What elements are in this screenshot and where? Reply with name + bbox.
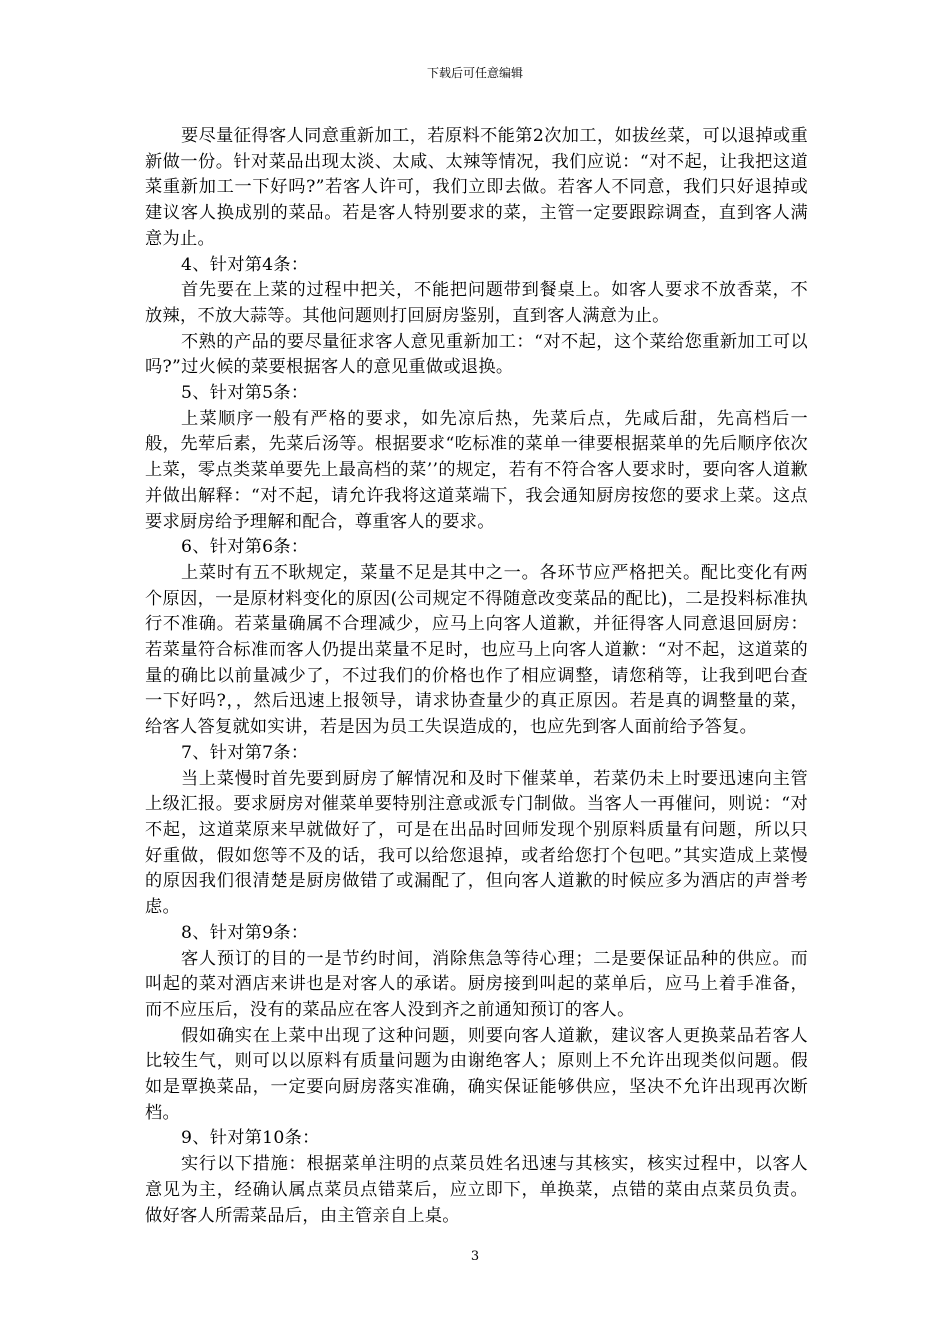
body-paragraph: 假如确实在上菜中出现了这种问题，则要向客人道歉，建议客人更换菜品若客人比较生气，则可以以原料有质量问题为由谢绝客人；原则上不允许出现类似问题。假如是覃换菜品，一定要向厨房落实准确，确实保证能够供应，坚决不允许出现再次断档。 bbox=[145, 1025, 808, 1123]
document-body bbox=[145, 124, 808, 1229]
page-number: 3 bbox=[470, 1249, 480, 1264]
body-paragraph: 客人预订的目的一是节约时间，消除焦急等待心理；二是要保证品种的供应。而叫起的菜对酒店来讲也是对客人的承诺。厨房接到叫起的菜单后，应马上着手准备，而不应压后，没有的菜品应在客人没到齐之前通知预订的客人。 bbox=[145, 948, 808, 1020]
section-heading: 6、针对第6条： bbox=[181, 537, 309, 558]
body-paragraph: 不熟的产品的要尽量征求客人意见重新加工：“对不起，这个菜给您重新加工可以吗?”过火候的菜要根据客人的意见重做或退换。 bbox=[145, 331, 808, 378]
body-paragraph: 当上菜慢时首先要到厨房了解情况和及时下催菜单，若菜仍未上时要迅速向主管上级汇报。要求厨房对催菜单要特别注意或派专门制做。当客人一再催问，则说：“对不起，这道菜原来早就做好了，可是在出品时回师发现个别原料质量有问题，所以只好重做，假如您等不及的话，我可以给您退掉，或者给您打个包吧。”其实造成上菜慢的原因我们很清楚是厨房做错了或漏配了，但向客人道歉的时候应多为酒店的声誉考虑。 bbox=[145, 768, 808, 918]
section-heading: 7、针对第7条： bbox=[181, 742, 309, 763]
body-paragraph: 要尽量征得客人同意重新加工，若原料不能第2次加工，如拔丝菜，可以退掉或重新做一份。针对菜品出现太淡、太咸、太辣等情况，我们应说：“对不起，让我把这道菜重新加工一下好吗?”若客人许可，我们立即去做。若客人不同意，我们只好退掉或建议客人换成别的菜品。若是客人特别要求的菜，主管一定要跟踪调查，直到客人满意为止。 bbox=[145, 126, 808, 249]
body-paragraph: 上菜时有五不耿规定，菜量不足是其中之一。各环节应严格把关。配比变化有两个原因，一是原材料变化的原因(公司规定不得随意改变菜品的配比)，二是投料标准执行不准确。若菜量确属不合理减少，应马上向客人道歉，并征得客人同意退回厨房：若菜量符合标准而客人仍提出菜量不足时，也应马上向客人道歉：“对不起，这道菜的量的确比以前量减少了，不过我们的价格也作了相应调整，请您稍等，让我到吧台查一下好吗?，，然后迅速上报领导，请求协查量少的真正原因。若是真的调整量的菜，给客人答复就如实讲，若是因为员工失误造成的，也应先到客人面前给予答复。 bbox=[145, 562, 808, 738]
section-heading: 9、针对第10条： bbox=[181, 1128, 320, 1149]
body-paragraph: 实行以下措施：根据菜单注明的点菜员姓名迅速与其核实，核实过程中，以客人意见为主，经确认属点菜员点错菜后，应立即下，单换菜，点错的菜由点菜员负责。做好客人所需菜品后，由主管亲自上桌。 bbox=[145, 1154, 808, 1226]
section-heading: 8、针对第9条： bbox=[181, 922, 309, 943]
section-heading: 5、针对第5条： bbox=[181, 383, 309, 404]
page-header: 下载后可任意编辑 bbox=[426, 66, 523, 80]
body-paragraph: 首先要在上菜的过程中把关，不能把问题带到餐桌上。如客人要求不放香菜，不放辣，不放大蒜等。其他问题则打回厨房鉴别，直到客人满意为止。 bbox=[145, 280, 808, 326]
body-paragraph: 上菜顺序一般有严格的要求，如先凉后热，先菜后点，先咸后甜，先高档后一般，先荤后素，先菜后汤等。根据要求“吃标准的菜单一律要根据菜单的先后顺序依次上菜，零点类菜单要先上最高档的菜’’的规定，若有不符合客人要求时，要向客人道歉并做出解释：“对不起，请允许我将这道菜端下，我会通知厨房按您的要求上菜。这点要求厨房给予理解和配合，尊重客人的要求。 bbox=[145, 408, 808, 532]
section-heading: 4、针对第4条： bbox=[181, 254, 309, 275]
